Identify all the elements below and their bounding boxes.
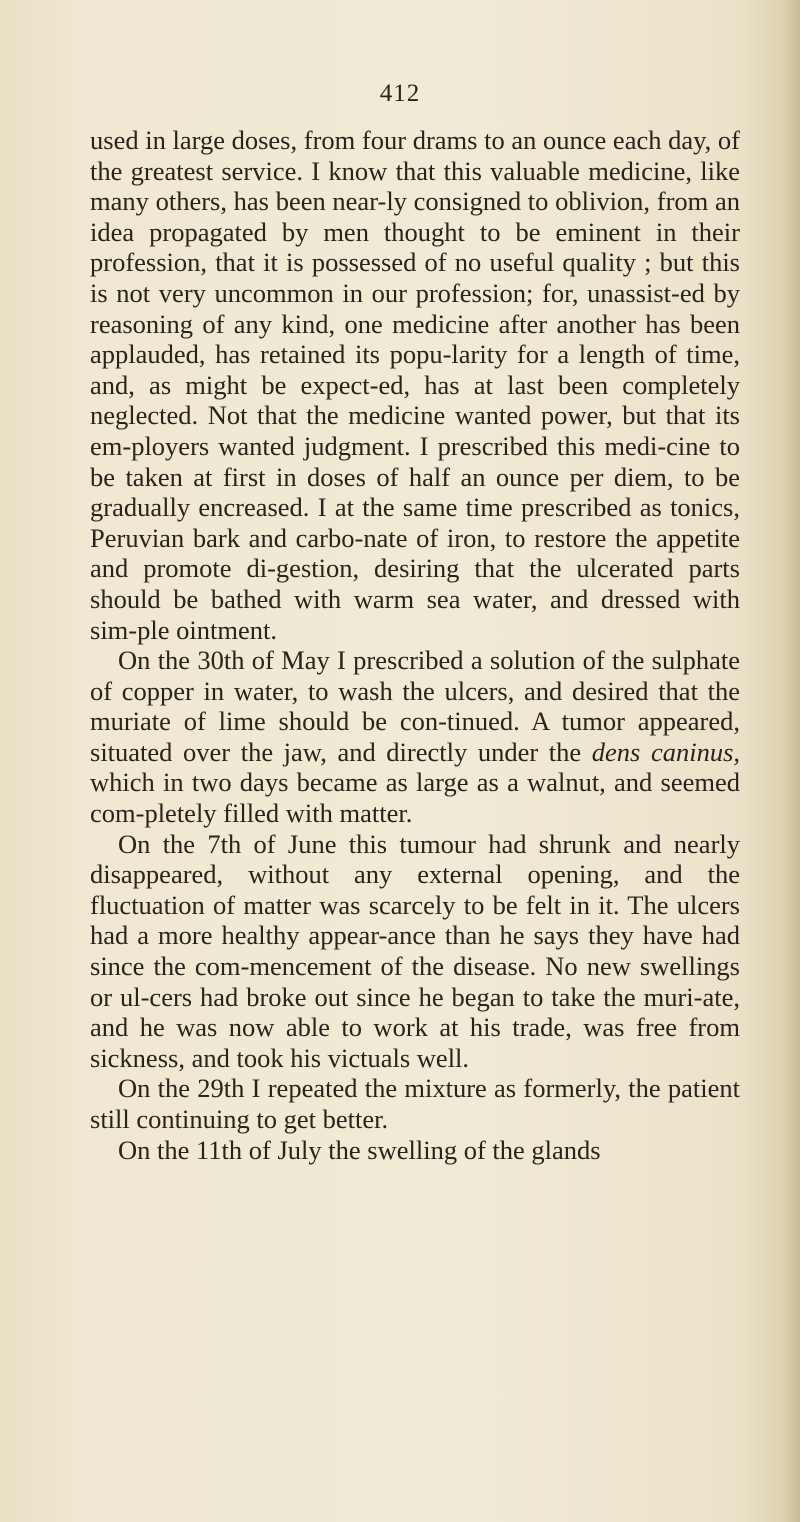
page-number: 412 — [379, 80, 421, 107]
paragraph-3 — [90, 829, 740, 1074]
body-text — [90, 125, 740, 1165]
paragraph-1 — [90, 125, 740, 645]
paragraph-2-text-a: On the 30th of May I prescribed a solution of the sulphate of copper in water, to wash the ulcers, and desired that the muriate of lime should be con-tinued. A tumor appeared, situated over the jaw, and directly under the — [90, 645, 740, 767]
latin-term-dens-caninus: dens caninus, — [591, 736, 741, 767]
paragraph-2-text-b: which in two days became as large as a walnut, and seemed com-pletely filled with matter. — [90, 767, 740, 829]
page-edge-shadow — [782, 0, 800, 1522]
paragraph-4 — [90, 1073, 740, 1134]
paragraph-3-text: On the 7th of June this tumour had shrunk and nearly disappeared, without any external opening, and the fluctuation of matter was scarcely to be felt in it. The ulcers had a more healthy appear-ance than he says they have had since the com-mencement of the disease. No new swellings or ul-cers had broke out since he began to take the muri-ate, and he was now able to work at his trade, was free from sickness, and took his victuals well. — [90, 828, 740, 1073]
paragraph-5 — [90, 1135, 740, 1166]
paragraph-4-text: On the 29th I repeated the mixture as formerly, the patient still continuing to get better. — [90, 1073, 740, 1134]
paragraph-2 — [90, 645, 740, 829]
paragraph-1-text: used in large doses, from four drams to an ounce each day, of the greatest service. I know that this valuable medicine, like many others, has been near-ly consigned to oblivion, from an idea propagated by men thought to be eminent in their profession, that it is possessed of no useful quality ; but this is not very uncommon in our profession; for, unassist-ed by reasoning of any kind, one medicine after another has been applauded, has retained its popu-larity for a length of time, and, as might be expect-ed, has at last been completely neglected. Not that the medicine wanted power, but that its em-ployers wanted judgment. I prescribed this medi-cine to be taken at first in doses of half an ounce per diem, to be gradually encreased. I at the same time prescribed as tonics, Peruvian bark and carbo-nate of iron, to restore the appetite and promote di-gestion, desiring that the ulcerated parts should be bathed with warm sea water, and dressed with sim-ple ointment. — [90, 125, 740, 645]
paragraph-5-text: On the 11th of July the swelling of the glands — [118, 1134, 601, 1165]
